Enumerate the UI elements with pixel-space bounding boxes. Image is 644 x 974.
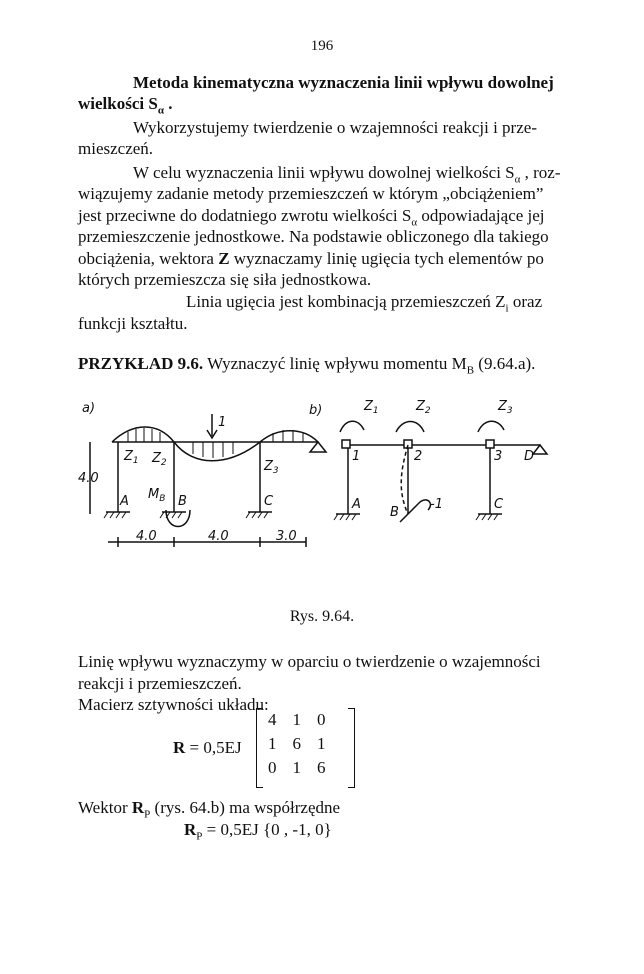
matrix-cell: 0 <box>268 758 277 777</box>
vector-line2: $R_P = 0,5EJ$ {0 , -1, 0} <box>184 820 332 843</box>
support-b-label: B <box>178 494 187 509</box>
support-c-label-b: C <box>494 497 504 512</box>
matrix-cell: 6 <box>292 734 301 753</box>
z1-label-b: $Z_1$ <box>364 399 379 416</box>
vector-line1: Wektor $R_P$ (rys. 64.b) ma współrzędne <box>78 798 341 821</box>
figure-9-64 <box>78 392 568 572</box>
node-d-label: D <box>524 449 535 464</box>
para2-line4: przemieszczenie jednostkowe. Na podstawie obliczonego dla takiego <box>78 227 549 246</box>
para4-line1: Linię wpływu wyznaczymy w oparciu o twierdzenie o wzajemności <box>78 652 541 671</box>
node3-label: 3 <box>494 449 503 464</box>
para4-line2: reakcji i przemieszczeń. <box>78 674 242 693</box>
matrix-title: Macierz sztywności układu: <box>78 695 269 714</box>
section-heading-line1: Metoda kinematyczna wyznaczenia linii wpływu dowolnej <box>133 73 554 92</box>
height-label: 4.0 <box>78 471 99 486</box>
para1-line2: mieszczeń. <box>78 139 154 158</box>
dim2-label: 4.0 <box>208 529 229 544</box>
z2-label-b: $Z_2$ <box>416 399 431 416</box>
support-b-label-b: B <box>390 505 399 520</box>
dim3-label: 3.0 <box>276 529 297 544</box>
support-a-label: A <box>120 494 129 509</box>
para1-line1: Wykorzystujemy twierdzenie o wzajemności reakcji i prze- <box>133 118 537 137</box>
label-b: b) <box>309 403 323 418</box>
figure-caption: Rys. 9.64. <box>289 608 355 625</box>
matrix-lhs: R = 0,5EJ <box>173 738 242 757</box>
matrix-cell: 0 <box>317 710 326 729</box>
matrix-cell: 6 <box>317 758 326 777</box>
z2-label-a: $Z_2$ <box>152 451 167 468</box>
support-c-label: C <box>264 494 274 509</box>
mb-label: $M_B$ <box>148 487 166 504</box>
support-a-label-b: A <box>352 497 361 512</box>
section-heading-line2: wielkości $S_\alpha$ . <box>78 94 173 117</box>
z3-label-b: $Z_3$ <box>498 399 513 416</box>
node1-label: 1 <box>352 449 361 464</box>
matrix-cell: 1 <box>268 734 277 753</box>
unit-load-label: 1 <box>218 415 227 430</box>
para2-line1: W celu wyznaczenia linii wpływu dowolnej wielkości $S_\alpha$ , roz- <box>133 163 561 186</box>
matrix-cell: 1 <box>317 734 326 753</box>
para2-line3: jest przeciwne do dodatniego zwrotu wielkości $S_\alpha$ odpowiadające jej <box>78 206 545 229</box>
para2-line5: obciążenia, wektora Z wyznaczamy linię ugięcia tych elementów po <box>78 249 544 268</box>
z3-label-a: $Z_3$ <box>264 459 279 476</box>
matrix-cell: 1 <box>292 758 301 777</box>
minus-one-label: -1 <box>430 497 443 512</box>
z1-label-a: $Z_1$ <box>124 449 139 466</box>
para2-line2: wiązujemy zadanie metody przemieszczeń w którym „obciążeniem” <box>78 184 544 203</box>
node2-label: 2 <box>414 449 423 464</box>
page-number: 196 <box>310 38 334 54</box>
dim1-label: 4.0 <box>136 529 157 544</box>
example-line: PRZYKŁAD 9.6. Wyznaczyć linię wpływu momentu $M_B$ (9.64.a). <box>78 354 536 377</box>
para3-line2: funkcji kształtu. <box>78 314 188 333</box>
matrix-cell: 1 <box>292 710 301 729</box>
label-a: a) <box>82 401 96 416</box>
para3-line1: Linia ugięcia jest kombinacją przemieszczeń $Z_i$ oraz <box>186 292 543 315</box>
matrix-cell: 4 <box>268 710 277 729</box>
para2-line6: których przemieszcza się siła jednostkowa. <box>78 270 372 289</box>
